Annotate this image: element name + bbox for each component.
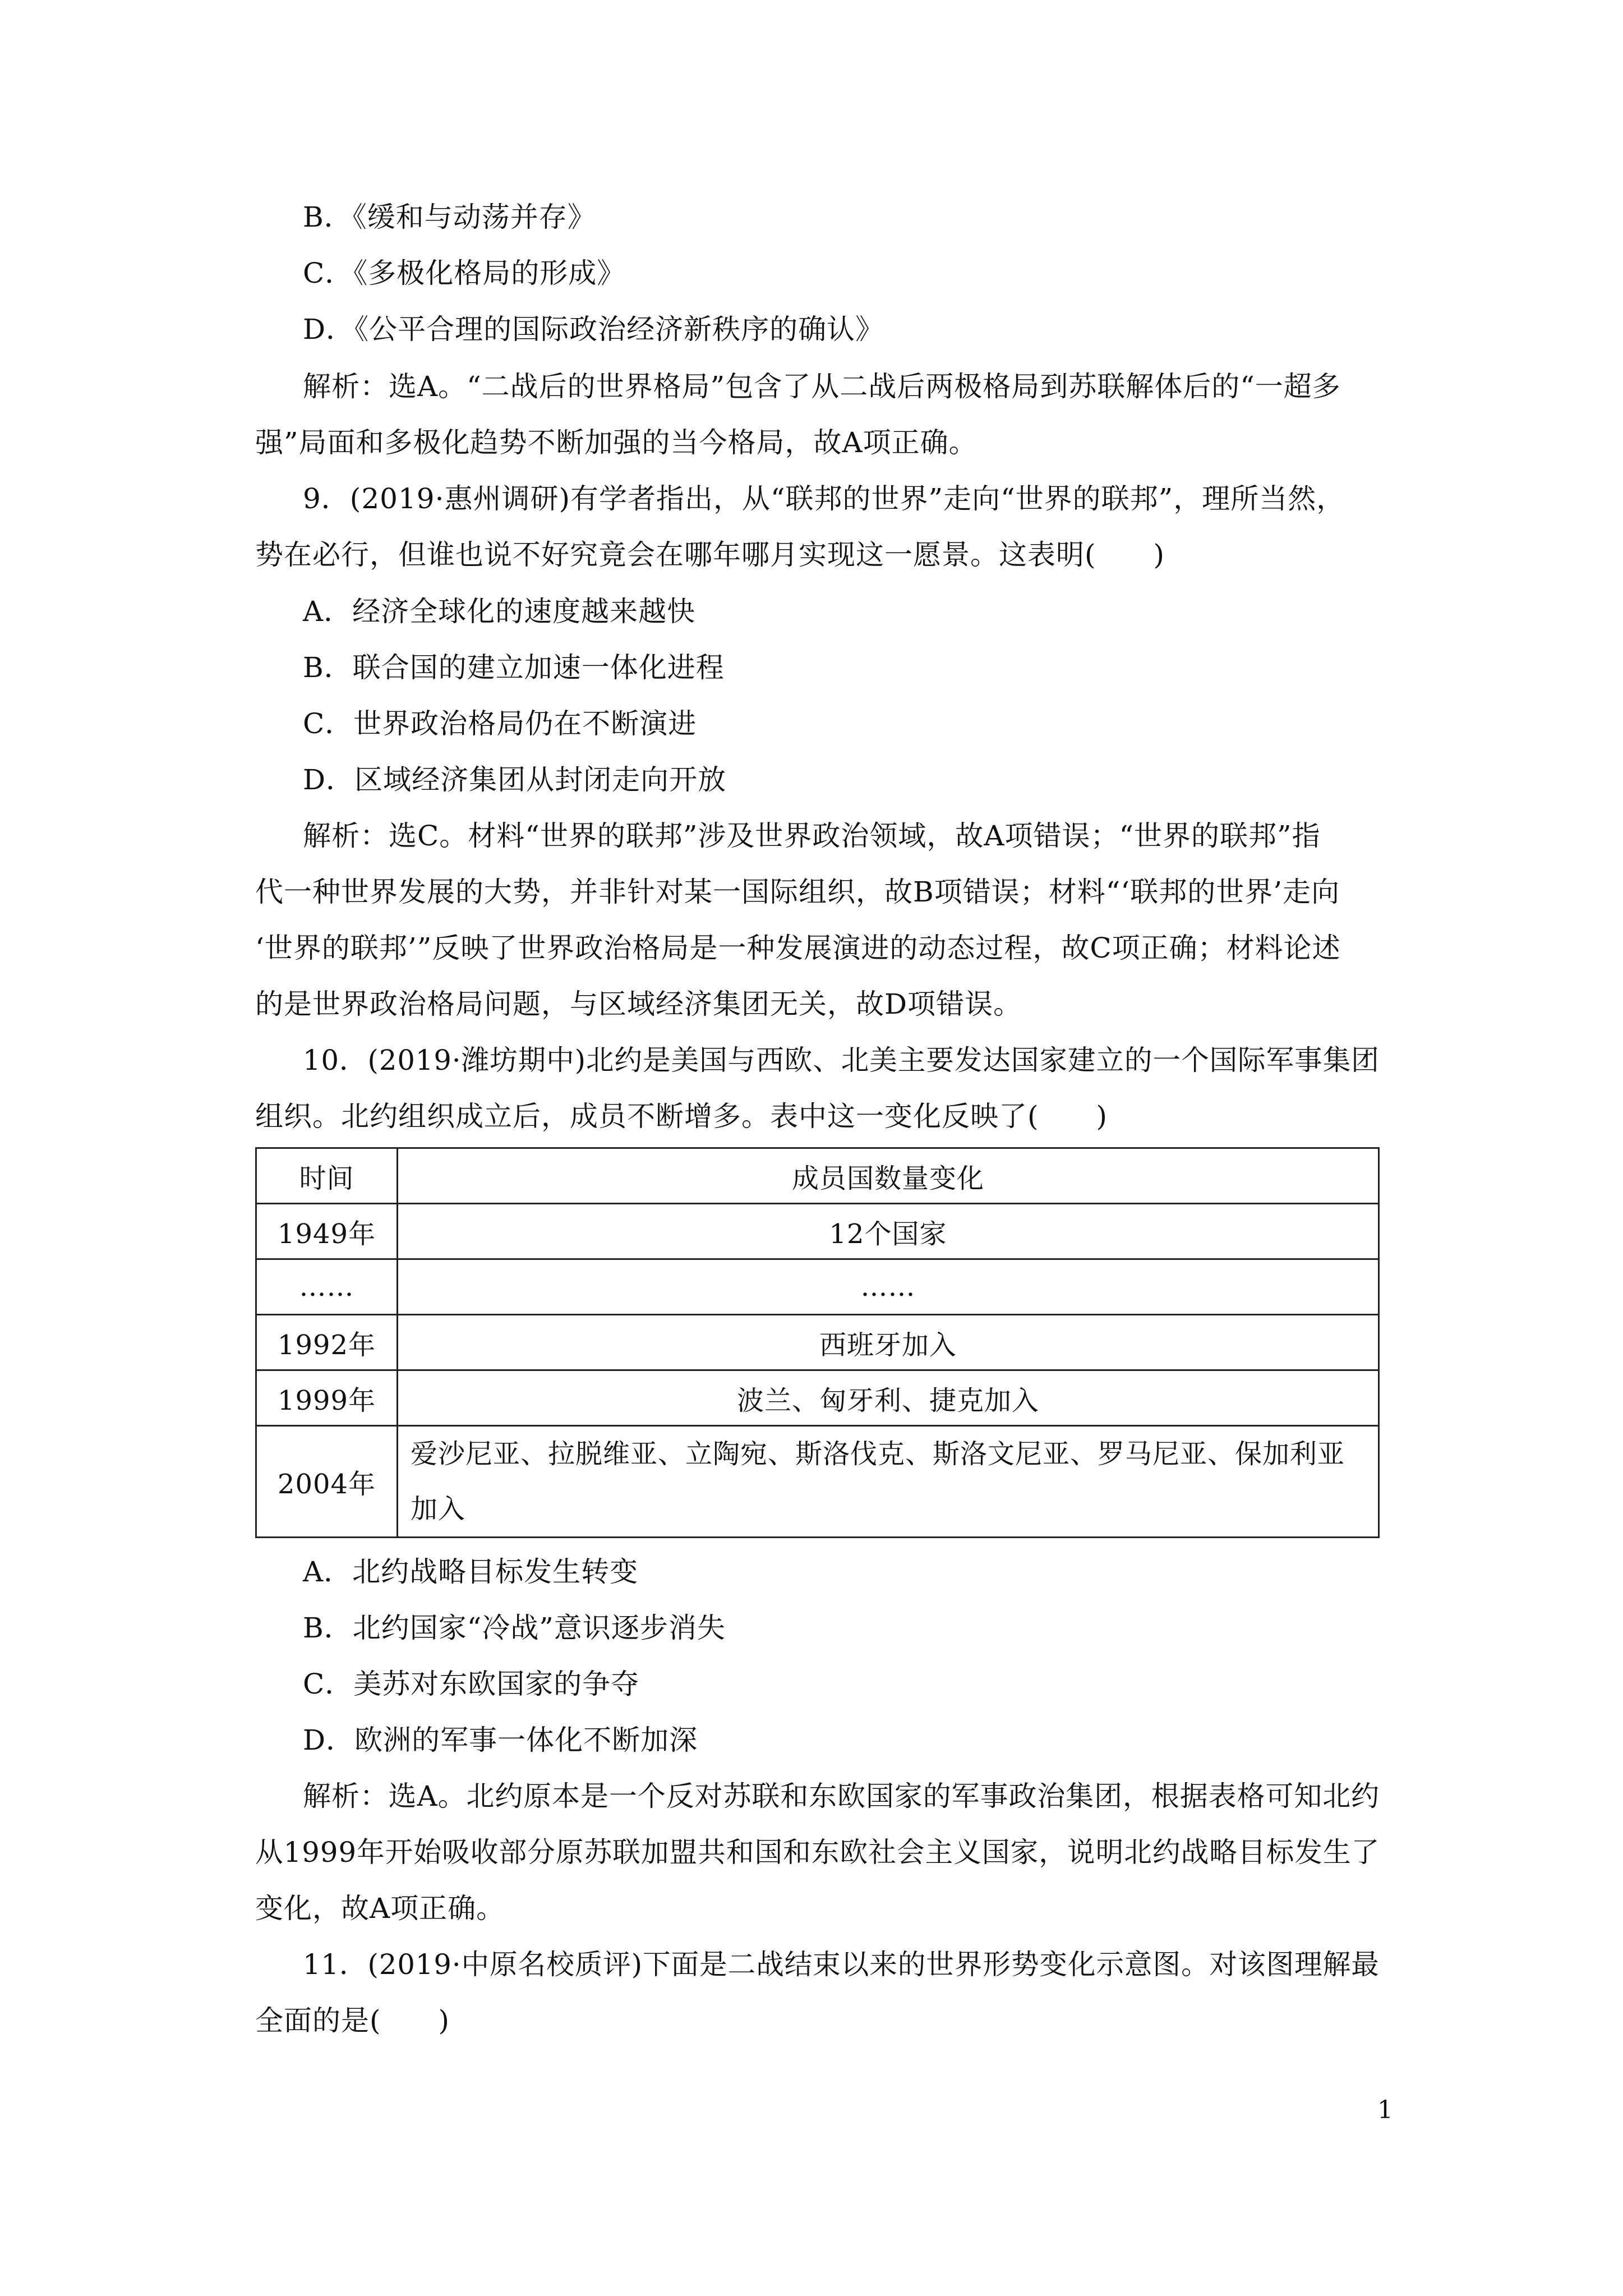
q10-analysis-line-3: 变化，故A项正确。 xyxy=(255,1892,505,1925)
table-row xyxy=(256,1315,1379,1370)
q11-stem-line-1: 11．(2019·中原名校质评)下面是二战结束以来的世界形势变化示意图。对该图理解最 xyxy=(303,1948,1380,1981)
table-cell-change: 爱沙尼亚、拉脱维亚、立陶宛、斯洛伐克、斯洛文尼亚、罗马尼亚、保加利亚加入 xyxy=(398,1426,1379,1538)
table-cell-year: …… xyxy=(256,1259,398,1315)
q8-option-b: B．《缓和与动荡并存》 xyxy=(303,201,596,233)
q11-stem-line-2: 全面的是( ) xyxy=(255,2004,450,2037)
q9-option-c: C．世界政治格局仍在不断演进 xyxy=(303,707,697,740)
q10-option-c: C．美苏对东欧国家的争夺 xyxy=(303,1668,640,1700)
q9-analysis-line-4: 的是世界政治格局问题，与区域经济集团无关，故D项错误。 xyxy=(255,988,1022,1020)
table-cell-year: 1949年 xyxy=(256,1204,398,1259)
q10-option-d: D．欧洲的军事一体化不断加深 xyxy=(303,1724,698,1756)
page-number: 1 xyxy=(1377,2096,1393,2124)
table-header-change: 成员国数量变化 xyxy=(398,1148,1379,1204)
q9-stem-line-2: 势在必行，但谁也说不好究竟会在哪年哪月实现这一愿景。这表明( ) xyxy=(255,539,1165,571)
table-row xyxy=(256,1370,1379,1426)
q9-analysis-line-2: 代一种世界发展的大势，并非针对某一国际组织，故B项错误；材料“‘联邦的世界’走向 xyxy=(255,876,1340,908)
q10-stem-line-1: 10．(2019·潍坊期中)北约是美国与西欧、北美主要发达国家建立的一个国际军事集团 xyxy=(303,1044,1380,1076)
q9-stem-line-1: 9．(2019·惠州调研)有学者指出，从“联邦的世界”走向“世界的联邦”，理所当然， xyxy=(303,482,1345,515)
table-row xyxy=(256,1204,1379,1259)
table-header-time: 时间 xyxy=(256,1148,398,1204)
table-cell-year: 1992年 xyxy=(256,1315,398,1370)
table-row xyxy=(256,1426,1379,1538)
table-cell-change: 波兰、匈牙利、捷克加入 xyxy=(398,1370,1379,1426)
table-row xyxy=(256,1259,1379,1315)
q9-analysis-line-1: 解析：选C。材料“世界的联邦”涉及世界政治领域，故A项错误；“世界的联邦”指 xyxy=(303,820,1321,852)
q9-analysis-line-3: ‘世界的联邦’”反映了世界政治格局是一种发展演进的动态过程，故C项正确；材料论述 xyxy=(255,932,1341,964)
q9-option-b: B．联合国的建立加速一体化进程 xyxy=(303,651,725,684)
q8-option-d: D．《公平合理的国际政治经济新秩序的确认》 xyxy=(303,313,884,346)
q8-analysis-line-1: 解析：选A。“二战后的世界格局”包含了从二战后两极格局到苏联解体后的“一超多 xyxy=(303,370,1341,403)
table-cell-change: 12个国家 xyxy=(398,1204,1379,1259)
q10-analysis-line-1: 解析：选A。北约原本是一个反对苏联和东欧国家的军事政治集团，根据表格可知北约 xyxy=(303,1780,1380,1812)
table-header-row xyxy=(256,1148,1379,1204)
q9-option-a: A．经济全球化的速度越来越快 xyxy=(303,595,696,628)
table-cell-year: 1999年 xyxy=(256,1370,398,1426)
table-cell-change: …… xyxy=(398,1259,1379,1315)
nato-membership-table xyxy=(255,1147,1380,1538)
q9-option-d: D．区域经济集团从封闭走向开放 xyxy=(303,763,727,796)
q8-option-c: C．《多极化格局的形成》 xyxy=(303,257,626,289)
q10-option-b: B．北约国家“冷战”意识逐步消失 xyxy=(303,1612,726,1644)
table-cell-change: 西班牙加入 xyxy=(398,1315,1379,1370)
q8-analysis-line-2: 强”局面和多极化趋势不断加强的当今格局，故A项正确。 xyxy=(255,426,978,459)
q10-option-a: A．北约战略目标发生转变 xyxy=(303,1556,639,1588)
q10-analysis-line-2: 从1999年开始吸收部分原苏联加盟共和国和东欧社会主义国家，说明北约战略目标发生了 xyxy=(255,1836,1380,1869)
table-cell-year: 2004年 xyxy=(256,1426,398,1538)
q10-stem-line-2: 组织。北约组织成立后，成员不断增多。表中这一变化反映了( ) xyxy=(255,1100,1108,1133)
